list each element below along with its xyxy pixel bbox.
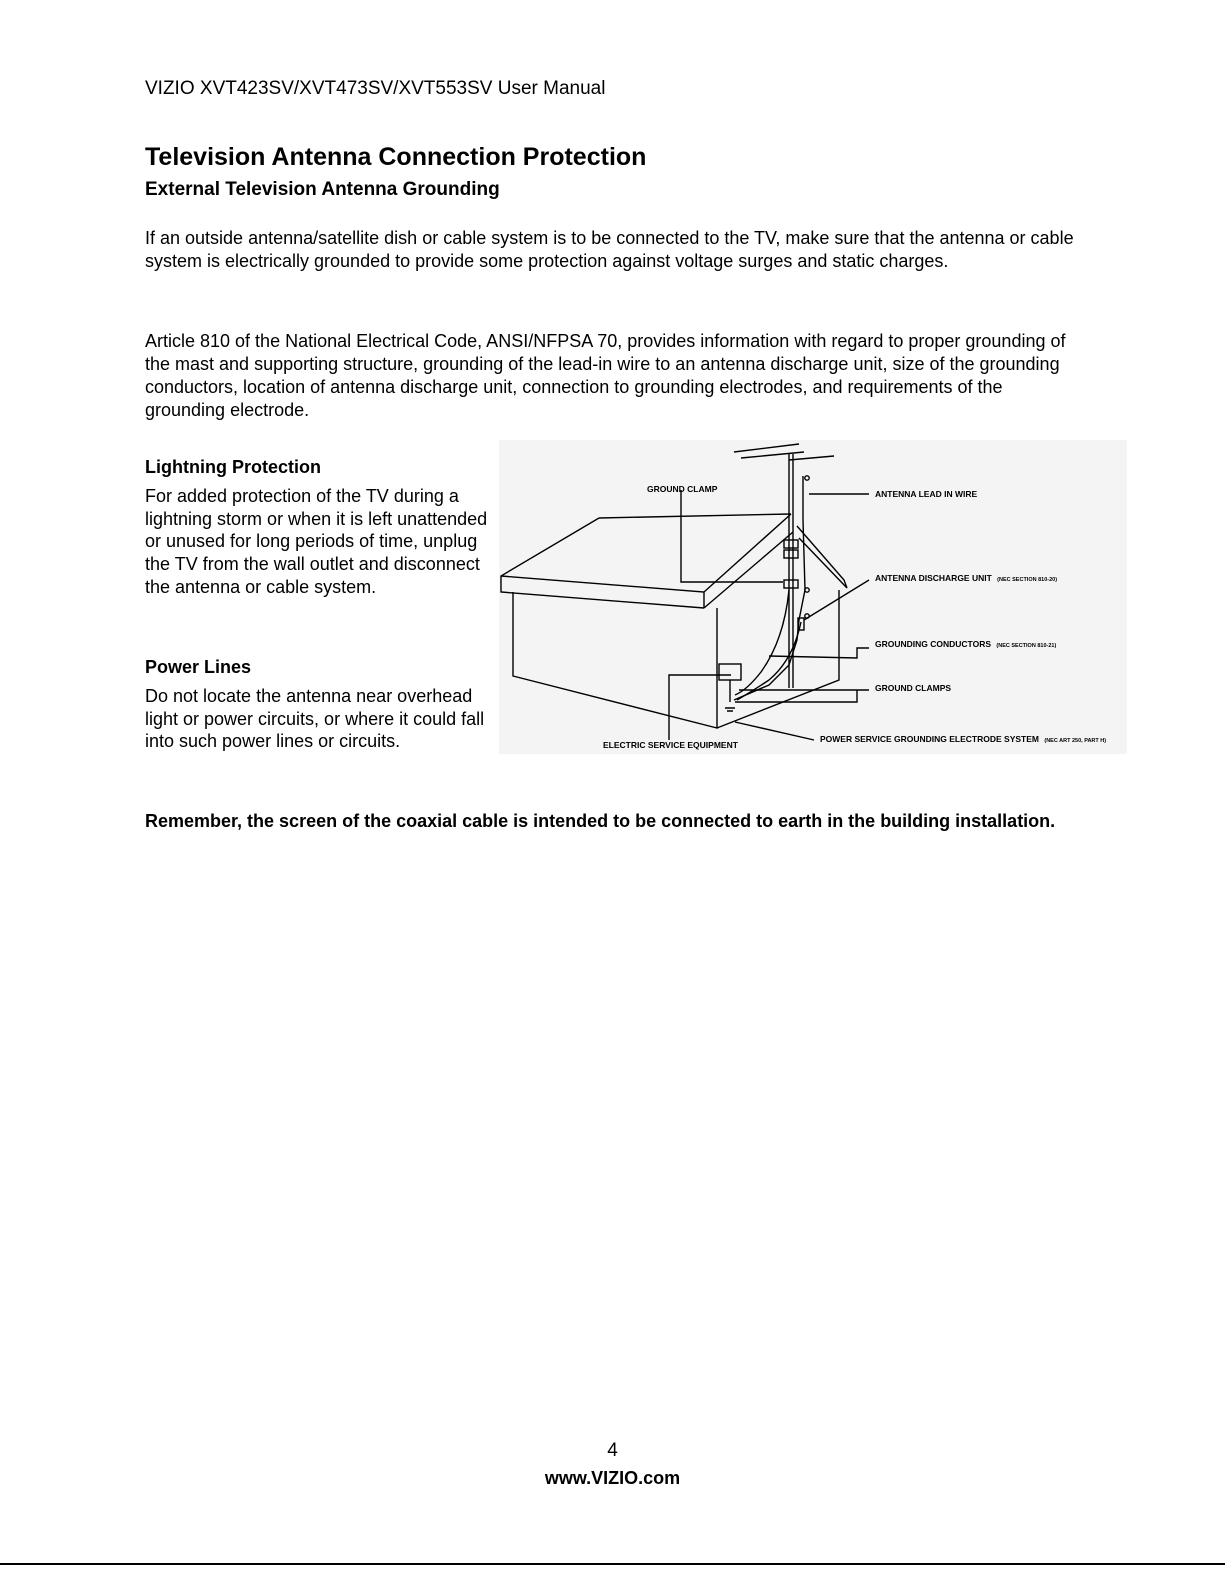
page-number: 4 xyxy=(607,1440,618,1461)
footer-url: www.VIZIO.com xyxy=(544,1468,681,1488)
lightning-protection-heading: Lightning Protection xyxy=(145,457,321,477)
power-lines-section xyxy=(145,656,490,753)
label-power-service-grounding: POWER SERVICE GROUNDING ELECTRODE SYSTEM xyxy=(820,734,1039,744)
ground-clamp-leader xyxy=(681,490,783,582)
label-antenna-discharge-unit: ANTENNA DISCHARGE UNIT xyxy=(875,573,992,583)
discharge-unit-leader xyxy=(804,580,869,620)
page-title: Television Antenna Connection Protection xyxy=(145,143,647,171)
label-grounding-conductors: GROUNDING CONDUCTORS xyxy=(875,639,992,649)
power-lines-heading: Power Lines xyxy=(145,657,252,677)
paragraph-article-810: Article 810 of the National Electrical Code, ANSI/NFPSA 70, provides information with regard to proper grounding of the mast and supporting structure, grounding of the lead-in wire to an antenna discharge unit, size of the grounding conductors, location of antenna discharge unit, connection to grounding electrodes, and requirements of the grounding electrode. xyxy=(145,331,1066,420)
roof-left-slope xyxy=(501,518,704,608)
power-service-leader xyxy=(735,722,814,740)
antenna-element xyxy=(734,444,799,452)
grounding-conductor-leader xyxy=(769,648,869,658)
section-subtitle: External Television Antenna Grounding xyxy=(145,179,500,200)
label-antenna-lead-in: ANTENNA LEAD IN WIRE xyxy=(875,489,978,499)
coaxial-cable-reminder: Remember, the screen of the coaxial cable is intended to be connected to earth in the building installation. xyxy=(145,811,1056,831)
svg-text:ANTENNA DISCHARGE UNIT ( xyxy=(875,573,1057,583)
electric-service-box xyxy=(719,664,741,680)
label-ground-clamp: GROUND CLAMP xyxy=(647,484,718,494)
bottom-rule xyxy=(0,1563,1225,1565)
label-nec-810-20: (NEC SECTION 810-20) xyxy=(997,577,1058,583)
paragraph-grounding-intro: If an outside antenna/satellite dish or cable system is to be connected to the TV, make sure that the antenna or cable system is electrically grounded to provide some protection against voltage surges and static charges. xyxy=(145,228,1074,271)
svg-text:GROUNDING CONDUCTORS (NE xyxy=(875,639,1056,649)
page-header: VIZIO XVT423SV/XVT473SV/XVT553SV User Manual xyxy=(145,78,606,99)
label-ground-clamps: GROUND CLAMPS xyxy=(875,683,952,693)
label-electric-service-equipment: ELECTRIC SERVICE EQUIPMENT xyxy=(603,740,738,750)
house-front-wall xyxy=(513,592,717,728)
electric-service-leader xyxy=(669,675,731,740)
ground-clamps-leader xyxy=(735,690,869,702)
power-lines-text: Do not locate the antenna near overhead light or power circuits, or where it could fall into such power lines or circuits. xyxy=(145,685,485,752)
label-nec-art-250: (NEC ART 250, PART H) xyxy=(1044,738,1107,744)
svg-text:POWER SERVICE GROUNDING ELECTR xyxy=(820,734,1106,744)
antenna-grounding-diagram xyxy=(499,440,1127,754)
house-side-wall xyxy=(717,590,839,728)
lightning-protection-text: For added protection of the TV during a lightning storm or when it is left unattended or unused for long periods of time, unplug the TV from the wall outlet and disconnect the antenna or cable system. xyxy=(145,485,488,597)
house-antenna-illustration xyxy=(499,440,1127,754)
roof-ridge xyxy=(599,514,791,518)
lightning-protection-section xyxy=(145,456,490,599)
label-nec-810-21: (NEC SECTION 810-21) xyxy=(996,643,1057,649)
